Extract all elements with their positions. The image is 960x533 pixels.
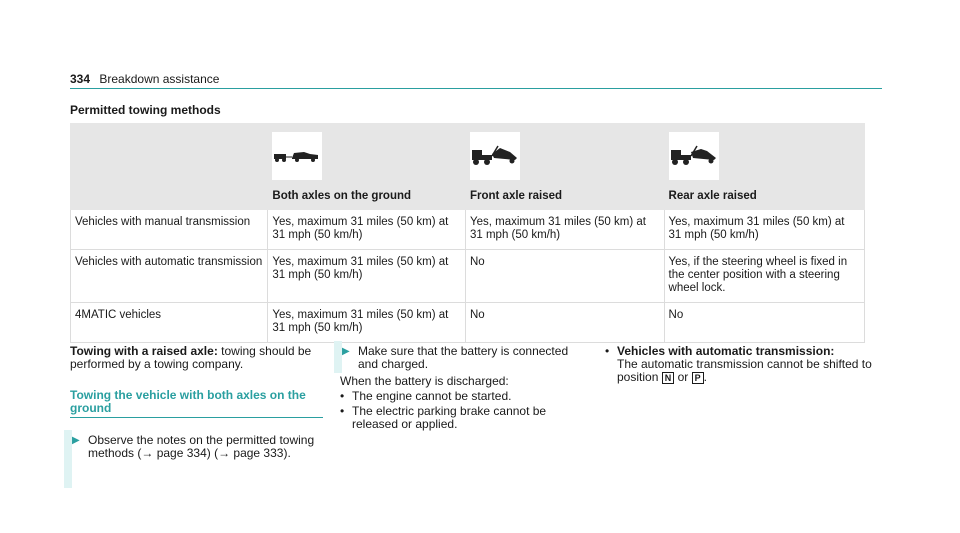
table-header-rear-raised (664, 124, 864, 210)
battery-intro: When the battery is discharged: (340, 374, 509, 388)
step-marker-bar (64, 430, 72, 488)
bullet-icon: • (605, 344, 610, 358)
table-cell: No (465, 250, 664, 303)
tow-truck-front-raised-icon (470, 132, 520, 180)
step-text: Make sure that the battery is connected and charged. (358, 344, 569, 371)
automatic-transmission-text (617, 358, 875, 384)
raised-axle-note (70, 345, 320, 371)
table-header-front-raised (465, 124, 664, 210)
section-name: Breakdown assistance (99, 72, 220, 86)
column-left (70, 345, 320, 460)
raised-axle-label: Towing with a raised axle: (70, 344, 218, 358)
end-period: . (703, 370, 707, 384)
table-row (71, 210, 865, 250)
table-cell: Yes, maximum 31 miles (50 km) at 31 mph (50 km/h) (268, 210, 466, 250)
step-marker-bar (334, 341, 342, 373)
towing-both-axles-icon (272, 132, 322, 180)
instruction-step (340, 345, 590, 371)
table-cell: 4MATIC vehicles (71, 303, 268, 343)
column-middle (340, 345, 590, 431)
table-cell: Yes, maximum 31 miles (50 km) at 31 mph (50 km/h) (268, 250, 466, 303)
heading-rule (70, 417, 323, 418)
instruction-step (70, 434, 320, 460)
towing-methods-table (70, 123, 865, 343)
transmission-text: The automatic transmission cannot be shifted to position (617, 357, 872, 384)
tow-truck-rear-raised-icon (669, 132, 719, 180)
page-number: 334 (70, 72, 91, 86)
bullet-icon: • (340, 404, 345, 418)
table-row (71, 250, 865, 303)
both-axles-heading: Towing the vehicle with both axles on the ground (70, 388, 306, 415)
list-item (340, 405, 590, 431)
table-header-label: Both axles on the ground (272, 190, 412, 202)
list-item (340, 390, 590, 403)
table-row (71, 303, 865, 343)
table-cell: Yes, maximum 31 miles (50 km) at 31 mph (50 km/h) (465, 210, 664, 250)
table-cell: Yes, maximum 31 miles (50 km) at 31 mph (50 km/h) (664, 210, 864, 250)
key-n-icon: N (662, 372, 675, 384)
table-cell: Yes, if the steering wheel is fixed in the center position with a steering wheel lock. (664, 250, 864, 303)
or-text: or (677, 370, 689, 384)
header-rule (70, 88, 882, 89)
table-header-blank (71, 124, 268, 210)
section-title: Permitted towing methods (70, 103, 221, 117)
list-item-text: The electric parking brake cannot be released or applied. (352, 404, 547, 431)
list-item-text: The engine cannot be started. (352, 389, 512, 403)
table-header-label: Rear axle raised (668, 190, 757, 202)
step-arrow-icon: ▶ (342, 346, 350, 357)
step-arrow-icon: ▶ (72, 435, 80, 446)
table-cell: Vehicles with manual transmission (71, 210, 268, 250)
table-header-both-axles (268, 124, 466, 210)
bullet-icon: • (340, 389, 345, 403)
automatic-transmission-label: Vehicles with automatic transmission: (617, 344, 835, 358)
table-header-row (71, 124, 865, 210)
list-item (605, 345, 875, 384)
page-header (70, 72, 219, 86)
table-cell: Vehicles with automatic transmission (71, 250, 268, 303)
table-cell: No (465, 303, 664, 343)
table-header-label: Front axle raised (469, 190, 563, 202)
key-p-icon: P (692, 372, 704, 384)
raised-axle-text: towing should be performed by a towing company. (70, 344, 312, 371)
step-text: Observe the notes on the permitted towing methods (→ page 334) (→ page 333). (88, 433, 315, 460)
column-right (605, 345, 875, 384)
table-cell: No (664, 303, 864, 343)
table-cell: Yes, maximum 31 miles (50 km) at 31 mph (50 km/h) (268, 303, 466, 343)
